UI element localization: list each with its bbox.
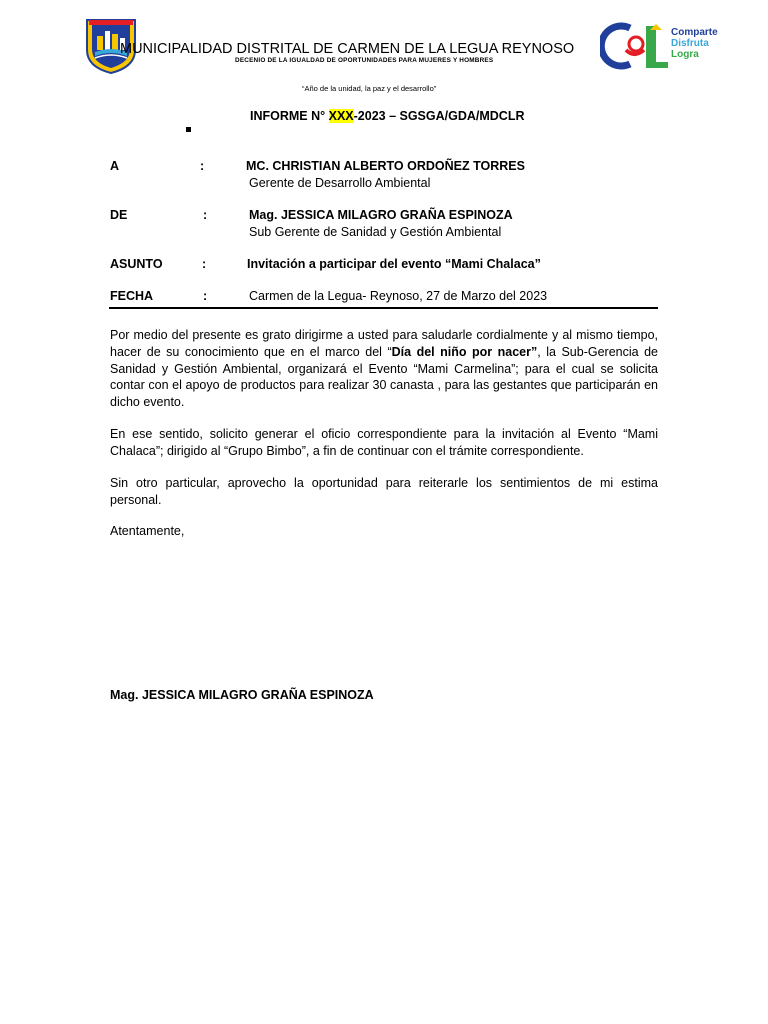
signature-name: Mag. JESSICA MILAGRO GRAÑA ESPINOZA: [110, 688, 374, 702]
report-suffix: -2023 – SGSGA/GDA/MDCLR: [353, 109, 525, 123]
date-colon: :: [203, 289, 208, 303]
cdl-word-comparte: Comparte: [671, 27, 718, 38]
to-title: Gerente de Desarrollo Ambiental: [249, 176, 431, 190]
cdl-word-disfruta: Disfruta: [671, 38, 709, 49]
report-number-placeholder: XXX: [328, 109, 354, 123]
to-label: A: [110, 159, 120, 173]
cdl-word-logra: Logra: [671, 49, 699, 60]
from-colon: :: [203, 208, 208, 222]
cdl-logo-words: [671, 27, 718, 60]
to-colon: :: [200, 159, 205, 173]
subject-colon: :: [202, 257, 207, 271]
decade-subtitle: DECENIO DE LA IGUALDAD DE OPORTUNIDADES PARA MUJERES Y HOMBRES: [235, 57, 494, 64]
date-label: FECHA: [110, 289, 154, 303]
p1-text-b: , la Sub-Gerencia de Sanidad y Gestión Ambiental, organizará el Evento “Mami Carmelina”; para el cual se solicita contar con el apoyo de productos para realizar 30 canasta , para las gestantes que participarán en dicho evento.: [110, 344, 659, 410]
body-paragraph-3: Sin otro particular, aprovecho la oportunidad para reiterarle los sentimientos de mi estima personal.: [110, 476, 658, 507]
subject-text: Invitación a participar del evento “Mami Chalaca”: [247, 257, 541, 271]
report-prefix: INFORME N°: [250, 109, 329, 123]
from-title: Sub Gerente de Sanidad y Gestión Ambiental: [249, 225, 502, 239]
header-divider: [109, 307, 658, 309]
bullet-mark: [186, 127, 191, 132]
body-paragraph-1: [110, 327, 658, 411]
closing-salutation: Atentamente,: [110, 524, 185, 538]
subject-label: ASUNTO: [110, 257, 163, 271]
municipality-title: MUNICIPALIDAD DISTRITAL DE CARMEN DE LA LEGUA REYNOSO: [120, 41, 575, 57]
from-label: DE: [110, 208, 128, 222]
date-text: Carmen de la Legua- Reynoso, 27 de Marzo del 2023: [249, 289, 548, 303]
report-title: [250, 109, 525, 123]
body-paragraph-2: En ese sentido, solicito generar el oficio correspondiente para la invitación al Evento “Mami Chalaca”; dirigido al “Grupo Bimbo”, a fin de continuar con el trámite correspondiente.: [110, 427, 658, 458]
p1-bold-event: Día del niño por nacer”: [391, 344, 538, 359]
to-name: MC. CHRISTIAN ALBERTO ORDOÑEZ TORRES: [246, 159, 525, 173]
year-motto: “Año de la unidad, la paz y el desarrollo”: [302, 84, 437, 93]
from-name: Mag. JESSICA MILAGRO GRAÑA ESPINOZA: [249, 208, 513, 222]
p1-text-a: Por medio del presente es grato dirigirme a usted para saludarle cordialmente y al mismo tiempo, hacer de su conocimiento que en el marco del “: [110, 328, 658, 359]
